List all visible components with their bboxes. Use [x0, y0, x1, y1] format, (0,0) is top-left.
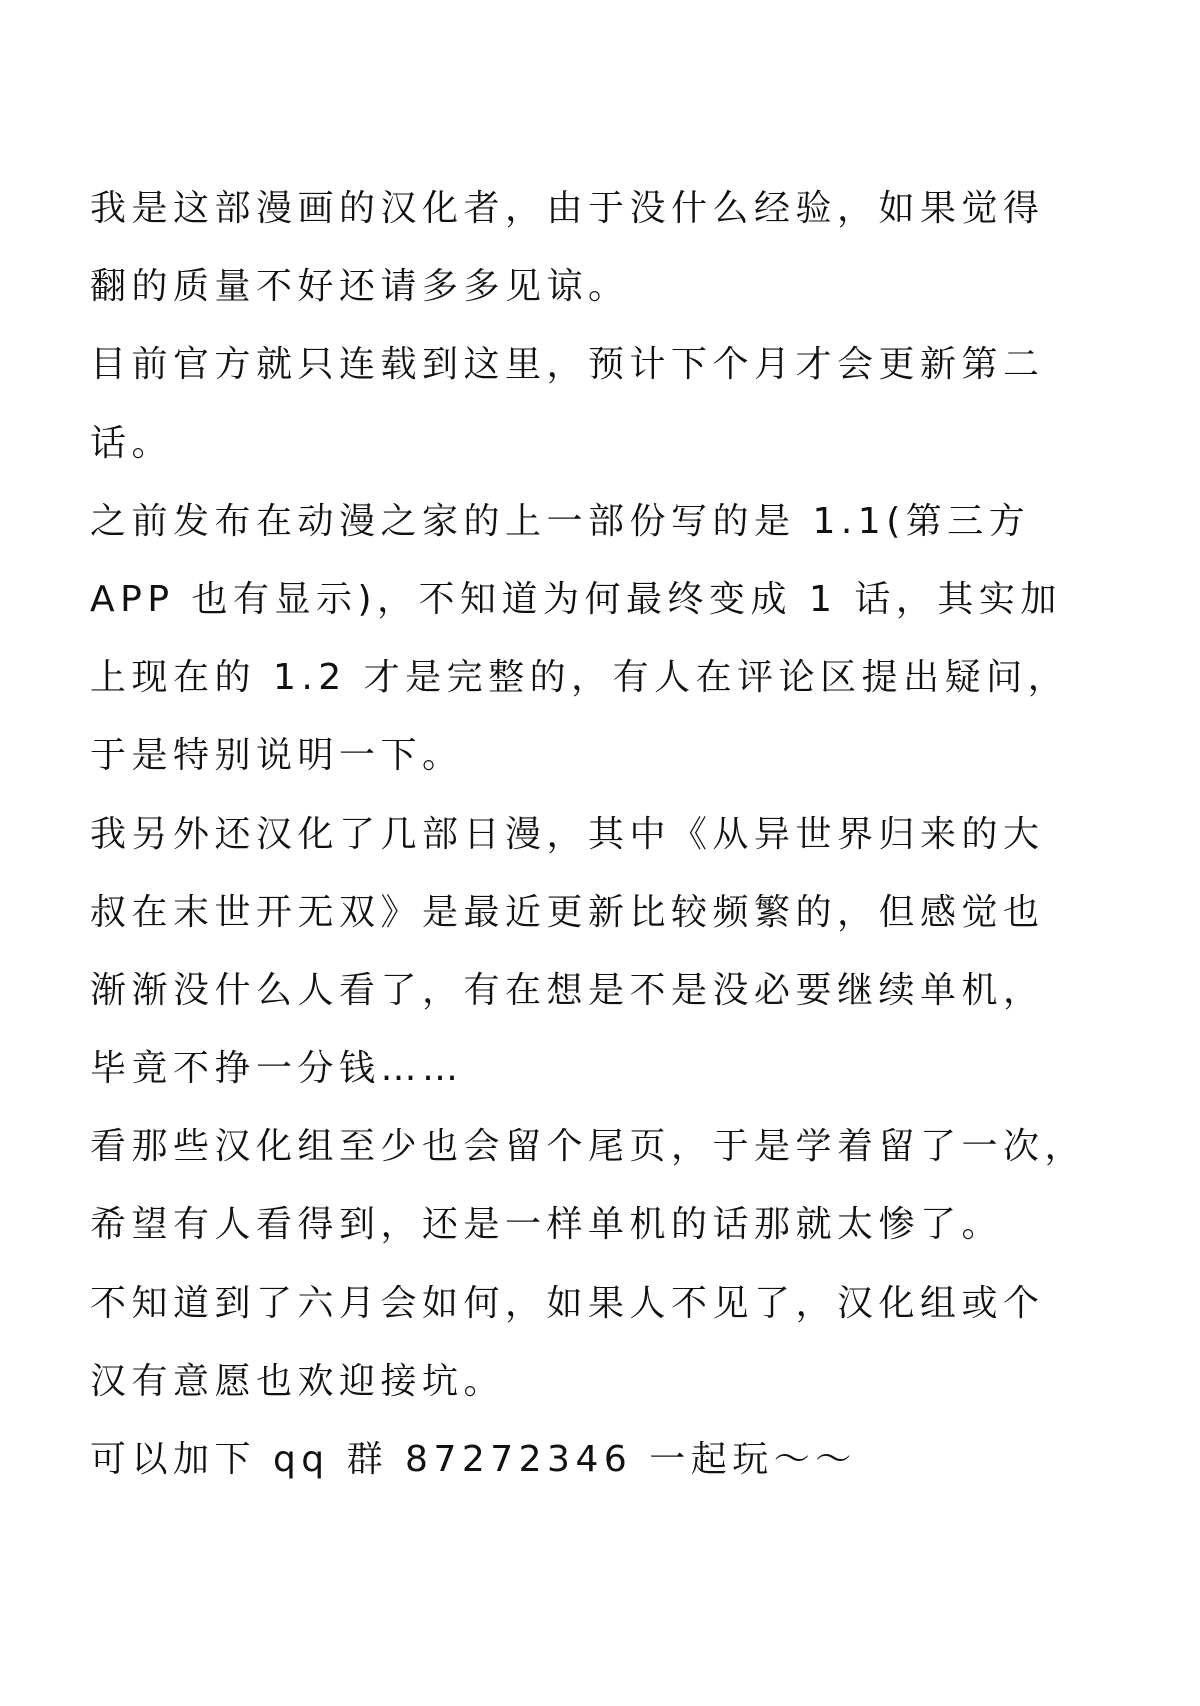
note-line: 毕竟不挣一分钱…… — [90, 1048, 464, 1090]
note-line: APP 也有显示)，不知道为何最终变成 1 话，其实加 — [90, 578, 1062, 620]
translator-note-text — [90, 170, 1120, 1499]
note-line: 上现在的 1.2 才是完整的，有人在评论区提出疑问， — [90, 657, 1070, 699]
note-line: 看那些汉化组至少也会留个尾页，于是学着留了一次， — [90, 1126, 1087, 1168]
note-line-contact: 可以加下 qq 群 87272346 一起玩～～ — [90, 1439, 857, 1480]
note-line: 目前官方就只连载到这里，预计下个月才会更新第二 — [90, 344, 1045, 386]
note-line: 我是这部漫画的汉化者，由于没什么经验，如果觉得 — [90, 188, 1045, 229]
note-line: 叔在末世开无双》是最近更新比较频繁的，但感觉也 — [90, 891, 1045, 933]
note-line: 翻的质量不好还请多多见谅。 — [90, 266, 630, 308]
note-line: 希望有人看得到，还是一样单机的话那就太惨了。 — [90, 1204, 1004, 1246]
note-line: 话。 — [90, 422, 174, 464]
note-line: 我另外还汉化了几部日漫，其中《从异世界归来的大 — [90, 813, 1045, 855]
note-line: 渐渐没什么人看了，有在想是不是没必要继续单机， — [90, 969, 1045, 1011]
note-line: 汉有意愿也欢迎接坑。 — [90, 1360, 506, 1402]
note-line: 于是特别说明一下。 — [90, 735, 464, 777]
note-line: 之前发布在动漫之家的上一部份写的是 1.1(第三方 — [90, 500, 1031, 542]
note-line: 不知道到了六月会如何，如果人不见了，汉化组或个 — [90, 1282, 1045, 1324]
